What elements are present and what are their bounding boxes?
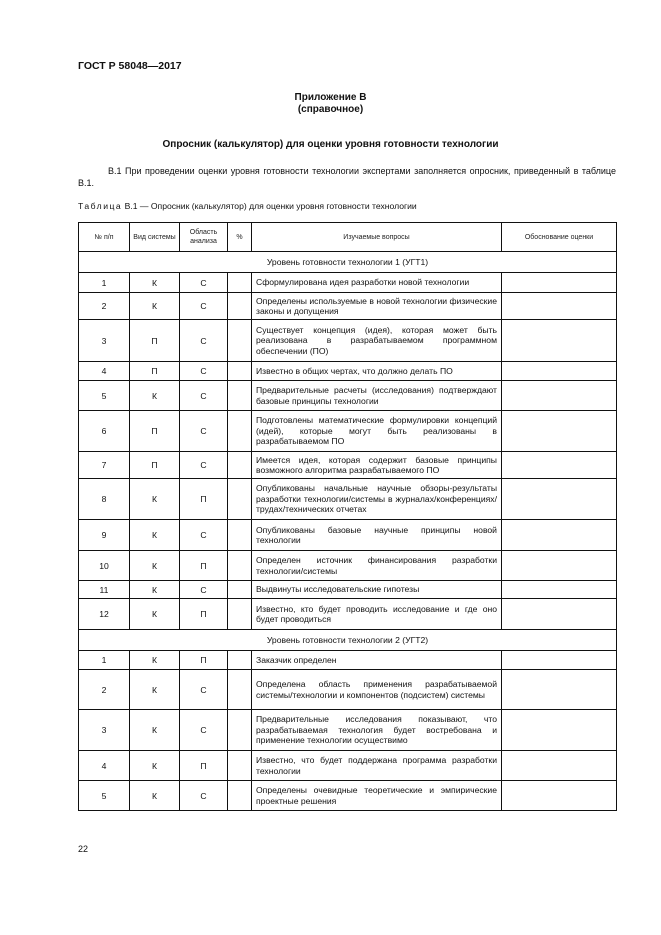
row-question: Предварительные расчеты (исследования) подтверждают базовые принципы технологии — [252, 381, 502, 411]
row-system-type: К — [130, 381, 180, 411]
row-system-type: К — [130, 293, 180, 320]
row-number: 1 — [79, 273, 130, 293]
row-question: Предварительные исследования показывают, что разрабатываемая технология будет востребована и применение технологии осуществимо — [252, 710, 502, 751]
row-percent — [228, 293, 252, 320]
section-row — [79, 252, 617, 273]
table-row — [79, 670, 617, 710]
row-percent — [228, 599, 252, 630]
table-caption-prefix: Таблица — [78, 201, 123, 211]
table-row — [79, 551, 617, 581]
row-justification — [502, 479, 617, 520]
document-header: ГОСТ Р 58048—2017 — [78, 60, 182, 72]
table-row — [79, 381, 617, 411]
row-question: Выдвинуты исследовательские гипотезы — [252, 581, 502, 599]
row-percent — [228, 781, 252, 811]
row-question: Сформулирована идея разработки новой технологии — [252, 273, 502, 293]
row-analysis-area: С — [180, 710, 228, 751]
section-row — [79, 630, 617, 651]
row-system-type: П — [130, 320, 180, 362]
row-analysis-area: С — [180, 293, 228, 320]
row-system-type: К — [130, 581, 180, 599]
row-percent — [228, 273, 252, 293]
row-question: Известно, кто будет проводить исследование и где оно будет проводиться — [252, 599, 502, 630]
row-question: Подготовлены математические формулировки концепций (идей), которые могут быть реализованы в разрабатываемом ПО — [252, 411, 502, 452]
appendix-heading — [0, 92, 661, 116]
row-number: 2 — [79, 670, 130, 710]
row-system-type: К — [130, 520, 180, 551]
row-system-type: К — [130, 751, 180, 781]
row-analysis-area: С — [180, 320, 228, 362]
intro-paragraph: В.1 При проведении оценки уровня готовности технологии экспертами заполняется опросник, приведенный в таблице В.1. — [78, 166, 616, 188]
row-analysis-area: С — [180, 411, 228, 452]
row-justification — [502, 362, 617, 381]
row-number: 1 — [79, 651, 130, 670]
header-justification: Обоснование оценки — [502, 223, 617, 252]
row-justification — [502, 320, 617, 362]
table-row — [79, 293, 617, 320]
row-system-type: К — [130, 273, 180, 293]
row-number: 6 — [79, 411, 130, 452]
page-number: 22 — [78, 844, 89, 854]
row-analysis-area: П — [180, 651, 228, 670]
row-analysis-area: С — [180, 520, 228, 551]
row-question: Заказчик определен — [252, 651, 502, 670]
row-percent — [228, 320, 252, 362]
row-percent — [228, 710, 252, 751]
row-percent — [228, 362, 252, 381]
section-label: Уровень готовности технологии 2 (УГТ2) — [79, 630, 617, 651]
row-number: 5 — [79, 781, 130, 811]
row-percent — [228, 670, 252, 710]
header-percent: % — [228, 223, 252, 252]
row-system-type: К — [130, 599, 180, 630]
row-percent — [228, 452, 252, 479]
row-analysis-area: П — [180, 551, 228, 581]
row-analysis-area: С — [180, 362, 228, 381]
table-row — [79, 581, 617, 599]
row-analysis-area: П — [180, 599, 228, 630]
row-justification — [502, 710, 617, 751]
row-analysis-area: П — [180, 479, 228, 520]
row-analysis-area: С — [180, 273, 228, 293]
row-number: 10 — [79, 551, 130, 581]
table-row — [79, 710, 617, 751]
row-number: 3 — [79, 320, 130, 362]
section-label: Уровень готовности технологии 1 (УГТ1) — [79, 252, 617, 273]
table-row — [79, 479, 617, 520]
section-title: Опросник (калькулятор) для оценки уровня готовности технологии — [162, 139, 499, 150]
appendix-title: Приложение В — [294, 92, 367, 103]
row-number: 3 — [79, 710, 130, 751]
table-row — [79, 781, 617, 811]
row-justification — [502, 520, 617, 551]
row-analysis-area: С — [180, 381, 228, 411]
header-num: № п/п — [79, 223, 130, 252]
table-row — [79, 520, 617, 551]
row-justification — [502, 651, 617, 670]
row-justification — [502, 293, 617, 320]
row-justification — [502, 452, 617, 479]
table-row — [79, 320, 617, 362]
row-percent — [228, 551, 252, 581]
row-question: Определены используемые в новой технологии физические законы и допущения — [252, 293, 502, 320]
row-number: 8 — [79, 479, 130, 520]
row-system-type: К — [130, 670, 180, 710]
row-question: Имеется идея, которая содержит базовые принципы возможного алгоритма разрабатываемого ПО — [252, 452, 502, 479]
row-number: 12 — [79, 599, 130, 630]
row-justification — [502, 273, 617, 293]
header-system-type: Вид системы — [130, 223, 180, 252]
table-row — [79, 751, 617, 781]
row-analysis-area: П — [180, 751, 228, 781]
row-question: Определена область применения разрабатываемой системы/технологии и компонентов (подсистем) системы — [252, 670, 502, 710]
table-row — [79, 599, 617, 630]
table-row — [79, 411, 617, 452]
row-percent — [228, 479, 252, 520]
row-number: 11 — [79, 581, 130, 599]
row-justification — [502, 781, 617, 811]
row-justification — [502, 581, 617, 599]
row-number: 4 — [79, 362, 130, 381]
table-row — [79, 362, 617, 381]
row-question: Опубликованы начальные научные обзоры-результаты разработки технологии/системы в журналах/конференциях/трудах/технических отчетах — [252, 479, 502, 520]
row-percent — [228, 651, 252, 670]
row-analysis-area: С — [180, 581, 228, 599]
header-questions: Изучаемые вопросы — [252, 223, 502, 252]
row-justification — [502, 670, 617, 710]
row-number: 4 — [79, 751, 130, 781]
row-analysis-area: С — [180, 781, 228, 811]
row-justification — [502, 411, 617, 452]
row-analysis-area: С — [180, 670, 228, 710]
row-question: Известно, что будет поддержана программа разработки технологии — [252, 751, 502, 781]
row-question: Опубликованы базовые научные принципы новой технологии — [252, 520, 502, 551]
row-percent — [228, 381, 252, 411]
table-header-row — [79, 223, 617, 252]
row-analysis-area: С — [180, 452, 228, 479]
row-question: Определены очевидные теоретические и эмпирические проектные решения — [252, 781, 502, 811]
row-percent — [228, 581, 252, 599]
row-system-type: К — [130, 551, 180, 581]
table-row — [79, 651, 617, 670]
row-percent — [228, 520, 252, 551]
row-system-type: К — [130, 710, 180, 751]
row-justification — [502, 599, 617, 630]
row-question: Существует концепция (идея), которая может быть реализована в разрабатываемом программном обеспечении (ПО) — [252, 320, 502, 362]
row-system-type: К — [130, 781, 180, 811]
row-justification — [502, 751, 617, 781]
row-justification — [502, 551, 617, 581]
table-caption-text: В.1 — Опросник (калькулятор) для оценки уровня готовности технологии — [122, 201, 417, 211]
row-system-type: П — [130, 452, 180, 479]
row-system-type: К — [130, 651, 180, 670]
row-percent — [228, 751, 252, 781]
row-number: 7 — [79, 452, 130, 479]
row-number: 2 — [79, 293, 130, 320]
table-row — [79, 452, 617, 479]
appendix-subtitle: (справочное) — [297, 104, 364, 115]
questionnaire-table — [78, 222, 617, 811]
row-system-type: П — [130, 411, 180, 452]
row-number: 9 — [79, 520, 130, 551]
table-caption — [78, 201, 417, 211]
row-justification — [502, 381, 617, 411]
row-percent — [228, 411, 252, 452]
header-analysis-area: Область анализа — [180, 223, 228, 252]
row-system-type: К — [130, 479, 180, 520]
table-body — [79, 252, 617, 811]
row-number: 5 — [79, 381, 130, 411]
row-question: Известно в общих чертах, что должно делать ПО — [252, 362, 502, 381]
row-system-type: П — [130, 362, 180, 381]
row-question: Определен источник финансирования разработки технологии/системы — [252, 551, 502, 581]
table-row — [79, 273, 617, 293]
